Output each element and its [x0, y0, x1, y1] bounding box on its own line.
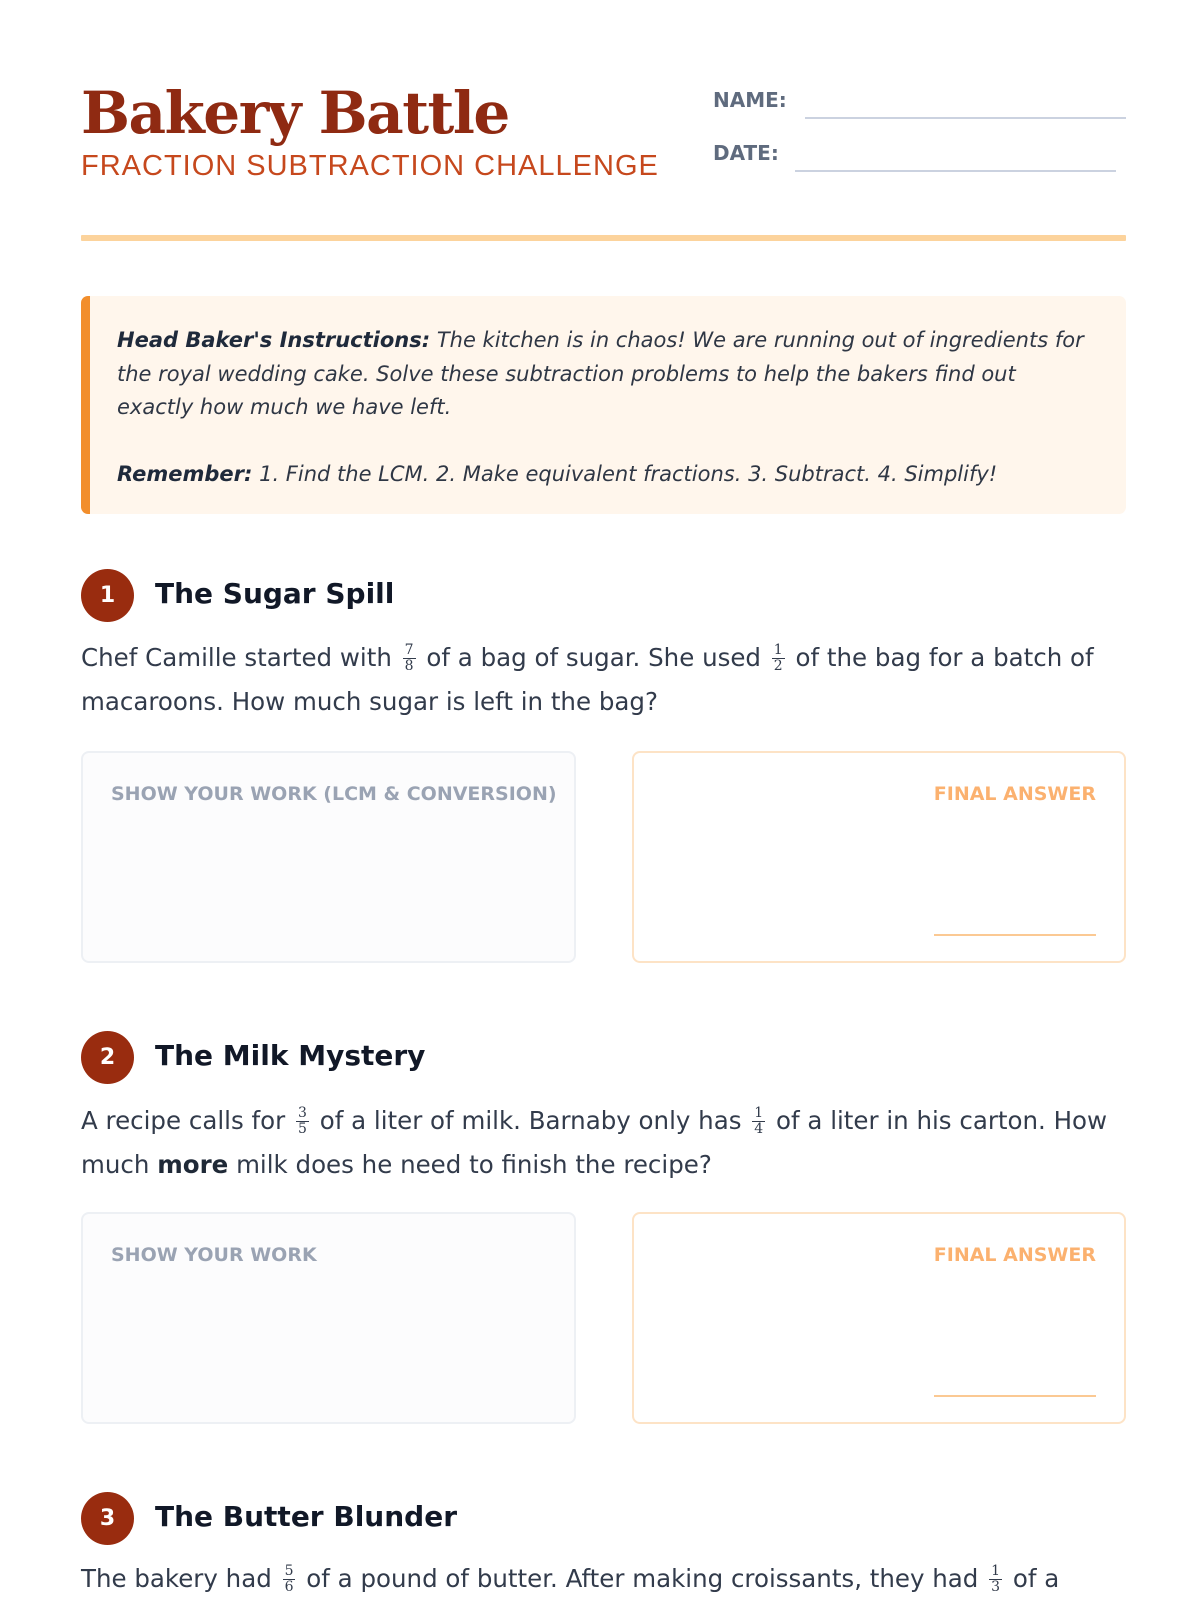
- problem-text-segment: Chef Camille started with: [81, 643, 392, 672]
- problem-1-answer-area[interactable]: [632, 751, 1126, 963]
- fraction: [283, 1564, 296, 1595]
- work-area-label: SHOW YOUR WORK (LCM & CONVERSION): [111, 783, 557, 805]
- fraction-numerator: 1: [754, 1104, 764, 1121]
- fraction: [772, 643, 785, 674]
- problem-number-badge: 3: [81, 1492, 134, 1545]
- work-area-label: SHOW YOUR WORK: [111, 1244, 317, 1266]
- problem-text-segment: of a liter of milk. Barnaby only has: [319, 1106, 742, 1135]
- problem-number-badge: 2: [81, 1031, 134, 1084]
- instructions-paragraph: [117, 324, 1096, 425]
- answer-line[interactable]: [934, 934, 1096, 936]
- problem-text-segment: of a: [1012, 1564, 1060, 1593]
- date-label: DATE:: [713, 141, 779, 165]
- problem-1-text: [81, 636, 1141, 724]
- fraction-denominator: 6: [284, 1578, 294, 1595]
- emphasis-text: more: [157, 1150, 229, 1179]
- fraction-numerator: 1: [773, 641, 783, 658]
- fraction-numerator: 3: [297, 1104, 307, 1121]
- instructions-lead: Head Baker's Instructions:: [117, 328, 431, 352]
- problem-text-segment: of a liter in his carton. How much: [81, 1106, 1108, 1179]
- worksheet-subtitle: FRACTION SUBTRACTION CHALLENGE: [81, 150, 659, 182]
- instructions-box: [81, 296, 1126, 514]
- fraction: [403, 643, 416, 674]
- problem-text-segment: milk does he need to finish the recipe?: [236, 1150, 712, 1179]
- problem-number-badge: 1: [81, 569, 134, 622]
- fraction: [752, 1106, 765, 1137]
- problem-title: The Milk Mystery: [155, 1039, 426, 1072]
- problem-text-segment: The bakery had: [81, 1564, 272, 1593]
- problem-text-segment: of a pound of butter. After making croissants, they had: [306, 1564, 979, 1593]
- problem-1-work-area[interactable]: [81, 751, 576, 963]
- fraction-denominator: 2: [773, 657, 783, 674]
- fraction-denominator: 3: [991, 1578, 1001, 1595]
- fraction: [296, 1106, 309, 1137]
- fraction-numerator: 7: [404, 641, 414, 658]
- problem-2-work-area[interactable]: [81, 1212, 576, 1424]
- name-field[interactable]: [805, 117, 1126, 119]
- problem-2-answer-area[interactable]: [632, 1212, 1126, 1424]
- problem-text-segment: of a bag of sugar. She used: [426, 643, 761, 672]
- remember-body: 1. Find the LCM. 2. Make equivalent fractions. 3. Subtract. 4. Simplify!: [252, 461, 998, 486]
- fraction-denominator: 5: [297, 1120, 307, 1137]
- fraction-numerator: 1: [991, 1562, 1001, 1579]
- remember-paragraph: [117, 458, 1096, 492]
- header-divider: [81, 235, 1126, 241]
- answer-label: FINAL ANSWER: [933, 1244, 1096, 1266]
- worksheet-title: Bakery Battle: [81, 79, 509, 147]
- instructions-body: The kitchen is in chaos! We are running out of ingredients for the royal wedding cake. Solve these subtraction problems to help the bakers find out exactly how much we have left.: [117, 328, 1084, 419]
- problem-text-segment: of the bag for a batch of macaroons. How much sugar is left in the bag?: [81, 643, 1094, 716]
- problem-3-text: [81, 1557, 1141, 1601]
- fraction-denominator: 4: [754, 1120, 764, 1137]
- problem-title: The Sugar Spill: [155, 577, 395, 610]
- date-field[interactable]: [795, 170, 1116, 172]
- remember-lead: Remember:: [117, 461, 253, 486]
- fraction: [989, 1564, 1002, 1595]
- fraction-numerator: 5: [284, 1562, 294, 1579]
- name-label: NAME:: [713, 88, 787, 112]
- problem-2-text: [81, 1099, 1141, 1187]
- answer-line[interactable]: [934, 1395, 1096, 1397]
- problem-title: The Butter Blunder: [155, 1500, 458, 1533]
- fraction-denominator: 8: [404, 657, 414, 674]
- answer-label: FINAL ANSWER: [933, 783, 1096, 805]
- problem-text-segment: A recipe calls for: [81, 1106, 286, 1135]
